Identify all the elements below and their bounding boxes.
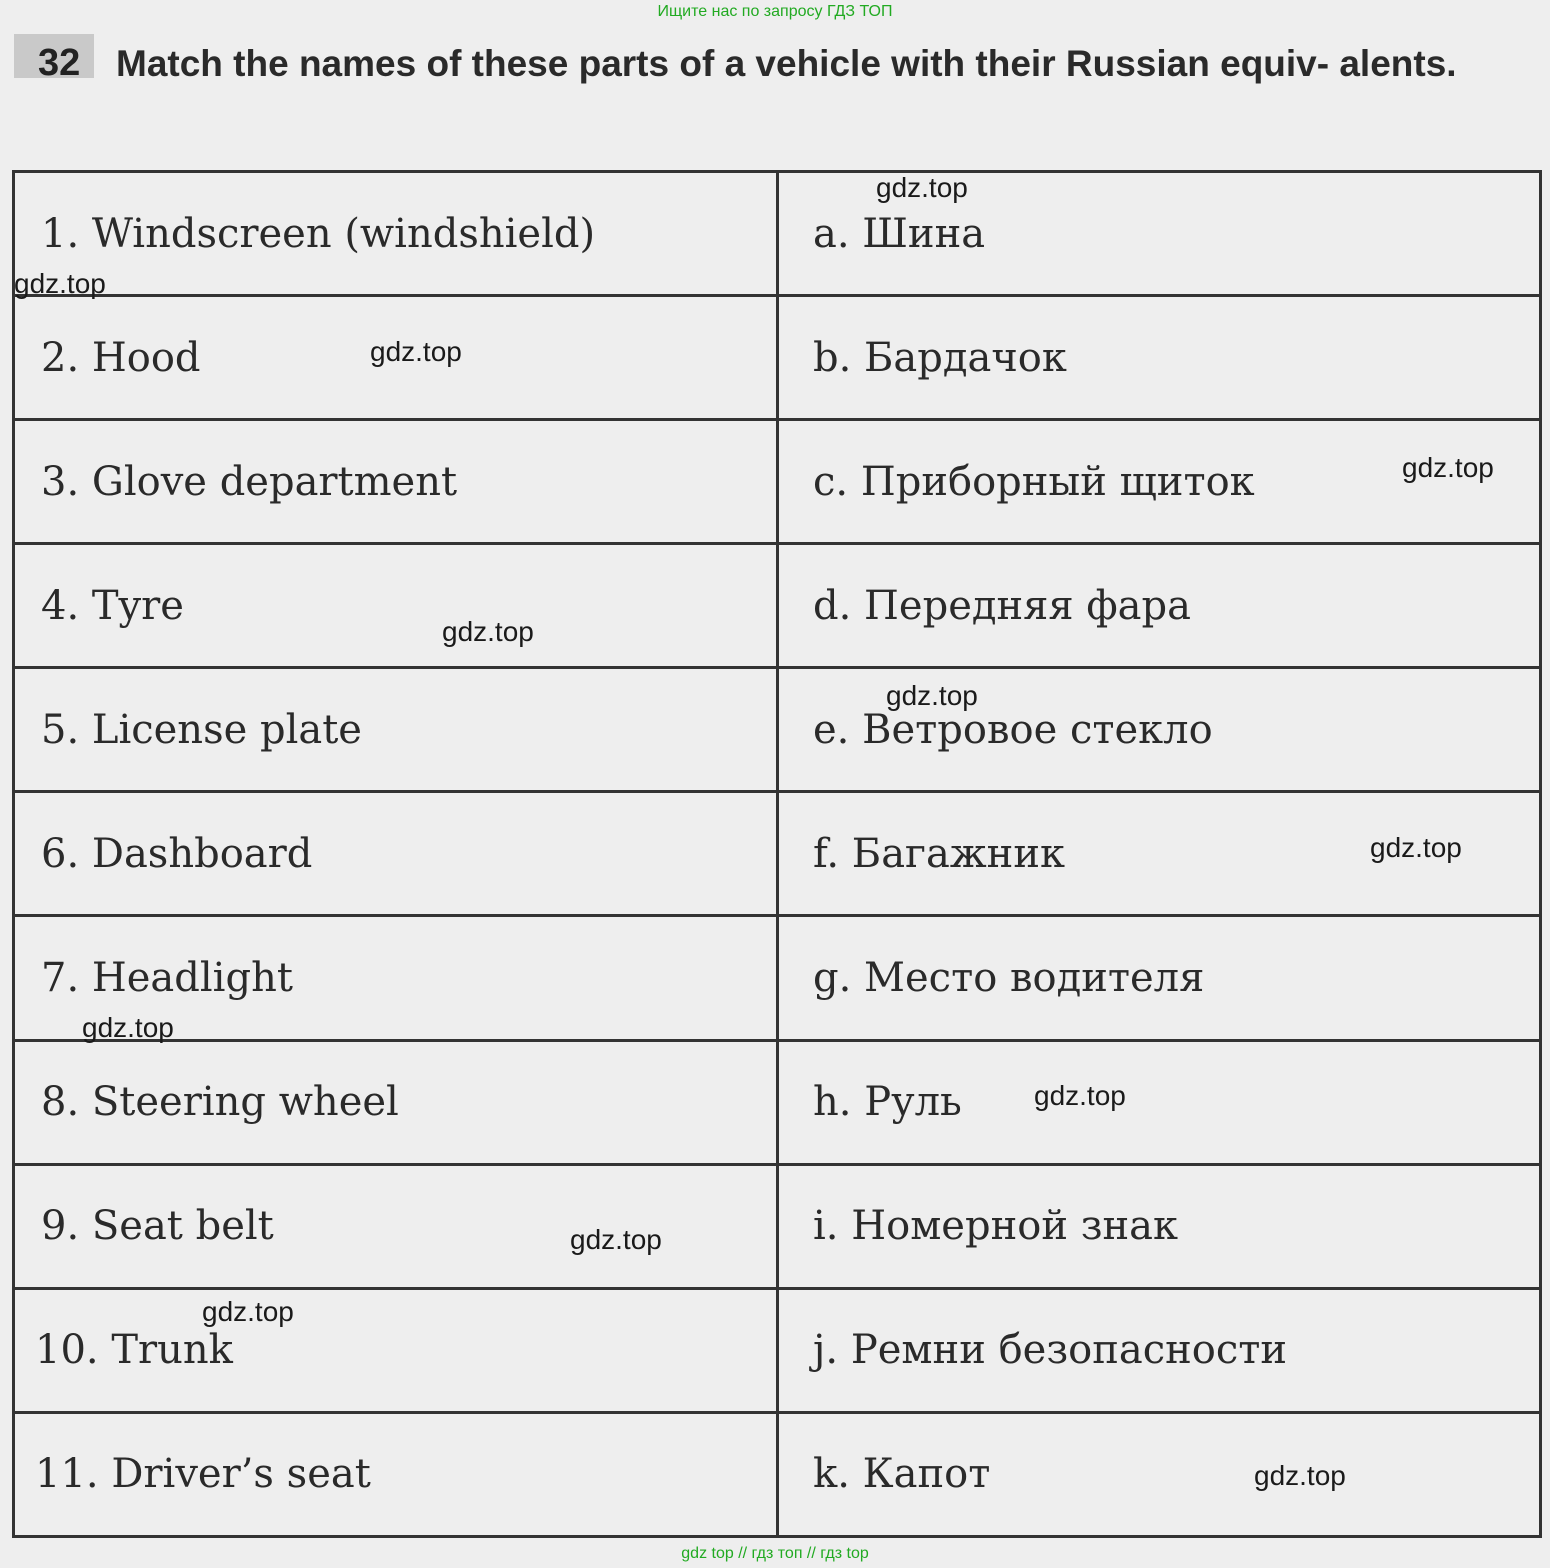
watermark: gdz.top bbox=[1402, 452, 1494, 483]
english-term: 4. Tyre bbox=[14, 544, 778, 668]
watermark: gdz.top bbox=[1254, 1460, 1346, 1491]
russian-equivalent: k. Капот bbox=[778, 1412, 1541, 1536]
english-term: 10. Trunk bbox=[14, 1288, 778, 1412]
russian-equivalent: j. Ремни безопасности bbox=[778, 1288, 1541, 1412]
russian-equivalent: d. Передняя фара bbox=[778, 544, 1541, 668]
russian-equivalent: i. Номерной знак bbox=[778, 1164, 1541, 1288]
english-term: 8. Steering wheel bbox=[14, 1040, 778, 1164]
task-number: 32 bbox=[38, 42, 81, 84]
russian-equivalent: a. Шина bbox=[778, 172, 1541, 296]
table-row bbox=[14, 172, 1541, 296]
table-row bbox=[14, 544, 1541, 668]
matching-table bbox=[12, 170, 1542, 1538]
watermark: gdz.top bbox=[14, 268, 106, 299]
watermark: gdz.top bbox=[876, 172, 968, 203]
english-term: 2. Hood bbox=[14, 296, 778, 420]
russian-equivalent: e. Ветровое стекло bbox=[778, 668, 1541, 792]
english-term: 6. Dashboard bbox=[14, 792, 778, 916]
watermark: gdz.top bbox=[886, 680, 978, 711]
english-term: 11. Driver’s seat bbox=[14, 1412, 778, 1536]
english-term: 5. License plate bbox=[14, 668, 778, 792]
table-row bbox=[14, 792, 1541, 916]
table-row bbox=[14, 1040, 1541, 1164]
table-row bbox=[14, 420, 1541, 544]
english-term: 7. Headlight bbox=[14, 916, 778, 1040]
russian-equivalent: f. Багажник bbox=[778, 792, 1541, 916]
task-instruction: Match the names of these parts of a vehicle with their Russian equiv- alents. bbox=[116, 43, 1457, 84]
table-row bbox=[14, 1164, 1541, 1288]
russian-equivalent: h. Руль bbox=[778, 1040, 1541, 1164]
watermark: gdz.top bbox=[1370, 832, 1462, 863]
russian-equivalent: c. Приборный щиток bbox=[778, 420, 1541, 544]
russian-equivalent: g. Место водителя bbox=[778, 916, 1541, 1040]
watermark: gdz.top bbox=[1034, 1080, 1126, 1111]
table-row bbox=[14, 916, 1541, 1040]
english-term: 3. Glove department bbox=[14, 420, 778, 544]
watermark: gdz.top bbox=[570, 1224, 662, 1255]
watermark: gdz.top bbox=[370, 336, 462, 367]
watermark: gdz.top bbox=[202, 1296, 294, 1327]
russian-equivalent: b. Бардачок bbox=[778, 296, 1541, 420]
top-banner[interactable]: Ищите нас по запросу ГДЗ ТОП bbox=[657, 3, 893, 20]
english-term: 9. Seat belt bbox=[14, 1164, 778, 1288]
english-term: 1. Windscreen (windshield) bbox=[14, 172, 778, 296]
watermark: gdz.top bbox=[442, 616, 534, 647]
table-row bbox=[14, 668, 1541, 792]
bottom-banner[interactable]: gdz top // гдз топ // гдз top bbox=[681, 1545, 869, 1562]
table-row bbox=[14, 296, 1541, 420]
watermark: gdz.top bbox=[82, 1012, 174, 1043]
